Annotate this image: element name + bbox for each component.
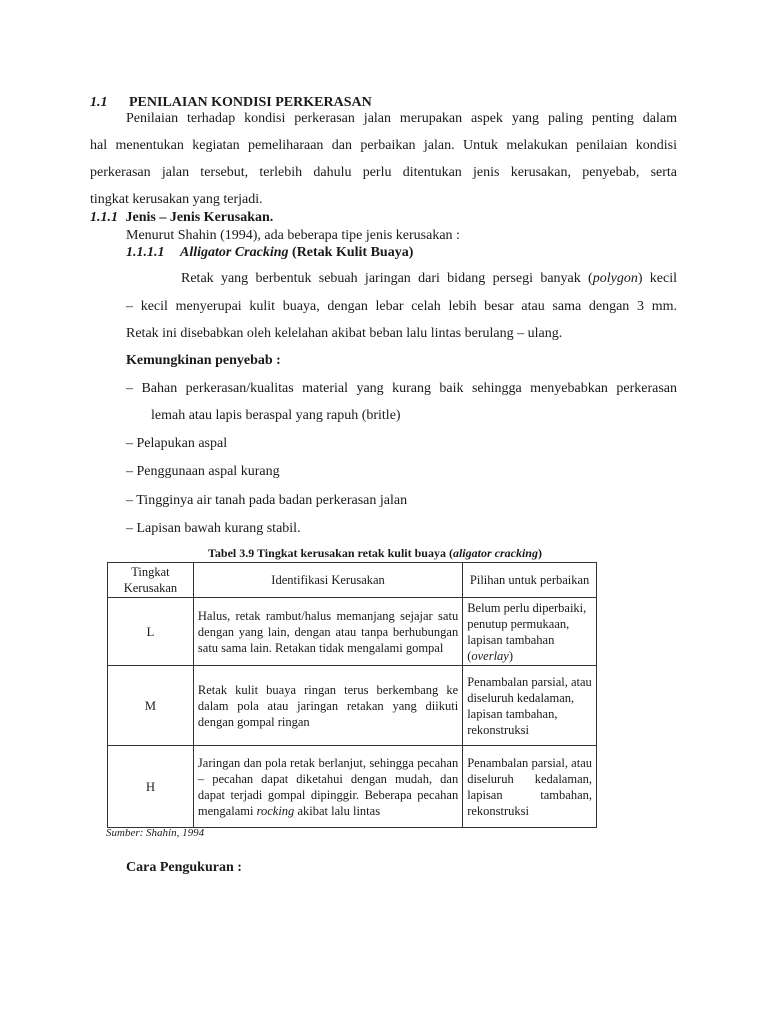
header-identification: Identifikasi Kerusakan [193,563,462,598]
table-row [108,666,597,746]
table-row [108,746,597,828]
identification-cell: Jaringan dan pola retak berlanjut, sehingga pecahan – pecahan dapat diketahui dengan mudah, dan dapat terjadi gompal dipinggir. Beberapa pecahan mengalami rocking akibat lalu lintas [193,746,462,828]
table-source: Sumber: Shahin, 1994 [106,827,205,839]
cause-item-1: – Bahan perkerasan/kualitas material yang kurang baik sehingga menyebabkan perkerasan [126,381,677,396]
repair-cell: Belum perlu diperbaiki, penutup permukaan, lapisan tambahan (overlay) [463,598,597,666]
table-caption: Tabel 3.9 Tingkat kerusakan retak kulit buaya (aligator cracking) [208,546,542,560]
table-header-row [108,563,597,598]
level-cell: L [108,598,194,666]
measurement-heading: Cara Pengukuran : [126,860,242,875]
intro-line-1: Penilaian terhadap kondisi perkerasan jalan merupakan aspek yang paling penting dalam [126,111,677,126]
cause-item-3: – Penggunaan aspal kurang [126,464,280,479]
level-cell: M [108,666,194,746]
desc-line-3: Retak ini disebabkan oleh kelelahan akibat beban lalu lintas berulang – ulang. [126,326,563,341]
cause-item-5: – Lapisan bawah kurang stabil. [126,521,301,536]
identification-cell: Retak kulit buaya ringan terus berkembang ke dalam pola atau jaringan retakan yang diikuti dengan gompal ringan [193,666,462,746]
cause-item-1-cont: lemah atau lapis beraspal yang rapuh (britle) [151,408,401,423]
subsection-number: 1.1.1 [90,210,118,225]
subsection-heading [90,210,273,226]
subsubsection-number: 1.1.1.1 [126,245,165,260]
section-title: PENILAIAN KONDISI PERKERASAN [129,95,372,110]
intro-line-2: hal menentukan kegiatan pemeliharaan dan perbaikan jalan. Untuk melakukan penilaian kondisi [90,138,677,153]
identification-cell: Halus, retak rambut/halus memanjang sejajar satu dengan yang lain, dengan atau tanpa berhubungan satu sama lain. Retakan tidak mengalami gompal [193,598,462,666]
subsubsection-title-italic: Alligator Cracking [180,245,289,260]
causes-title: Kemungkinan penyebab : [126,353,281,368]
repair-cell: Penambalan parsial, atau diseluruh kedalaman, lapisan tambahan, rekonstruksi [463,666,597,746]
desc-line-1: Retak yang berbentuk sebuah jaringan dari bidang persegi banyak (polygon) kecil [181,271,678,286]
header-repair: Pilihan untuk perbaikan [463,563,597,598]
table-row [108,598,597,666]
intro-line-3: perkerasan jalan tersebut, terlebih dahulu perlu ditentukan jenis kerusakan, penyebab, serta [90,165,677,180]
subsubsection-title-rest: (Retak Kulit Buaya) [288,245,414,260]
cause-item-4: – Tingginya air tanah pada badan perkerasan jalan [126,493,408,508]
section-number: 1.1 [90,95,108,110]
section-heading [90,95,372,111]
level-cell: H [108,746,194,828]
shahin-intro: Menurut Shahin (1994), ada beberapa tipe jenis kerusakan : [126,228,460,243]
desc-line-2: – kecil menyerupai kulit buaya, dengan lebar celah lebih besar atau sama dengan 3 mm. [126,299,677,314]
repair-cell: Penambalan parsial, atau diseluruh kedalaman, lapisan tambahan, rekonstruksi [463,746,597,828]
damage-level-table [107,562,597,828]
subsection-title: Jenis – Jenis Kerusakan. [125,210,274,225]
intro-line-4: tingkat kerusakan yang terjadi. [90,192,263,207]
header-level: Tingkat Kerusakan [108,563,194,598]
subsubsection-heading [126,245,413,261]
cause-item-2: – Pelapukan aspal [126,436,228,451]
